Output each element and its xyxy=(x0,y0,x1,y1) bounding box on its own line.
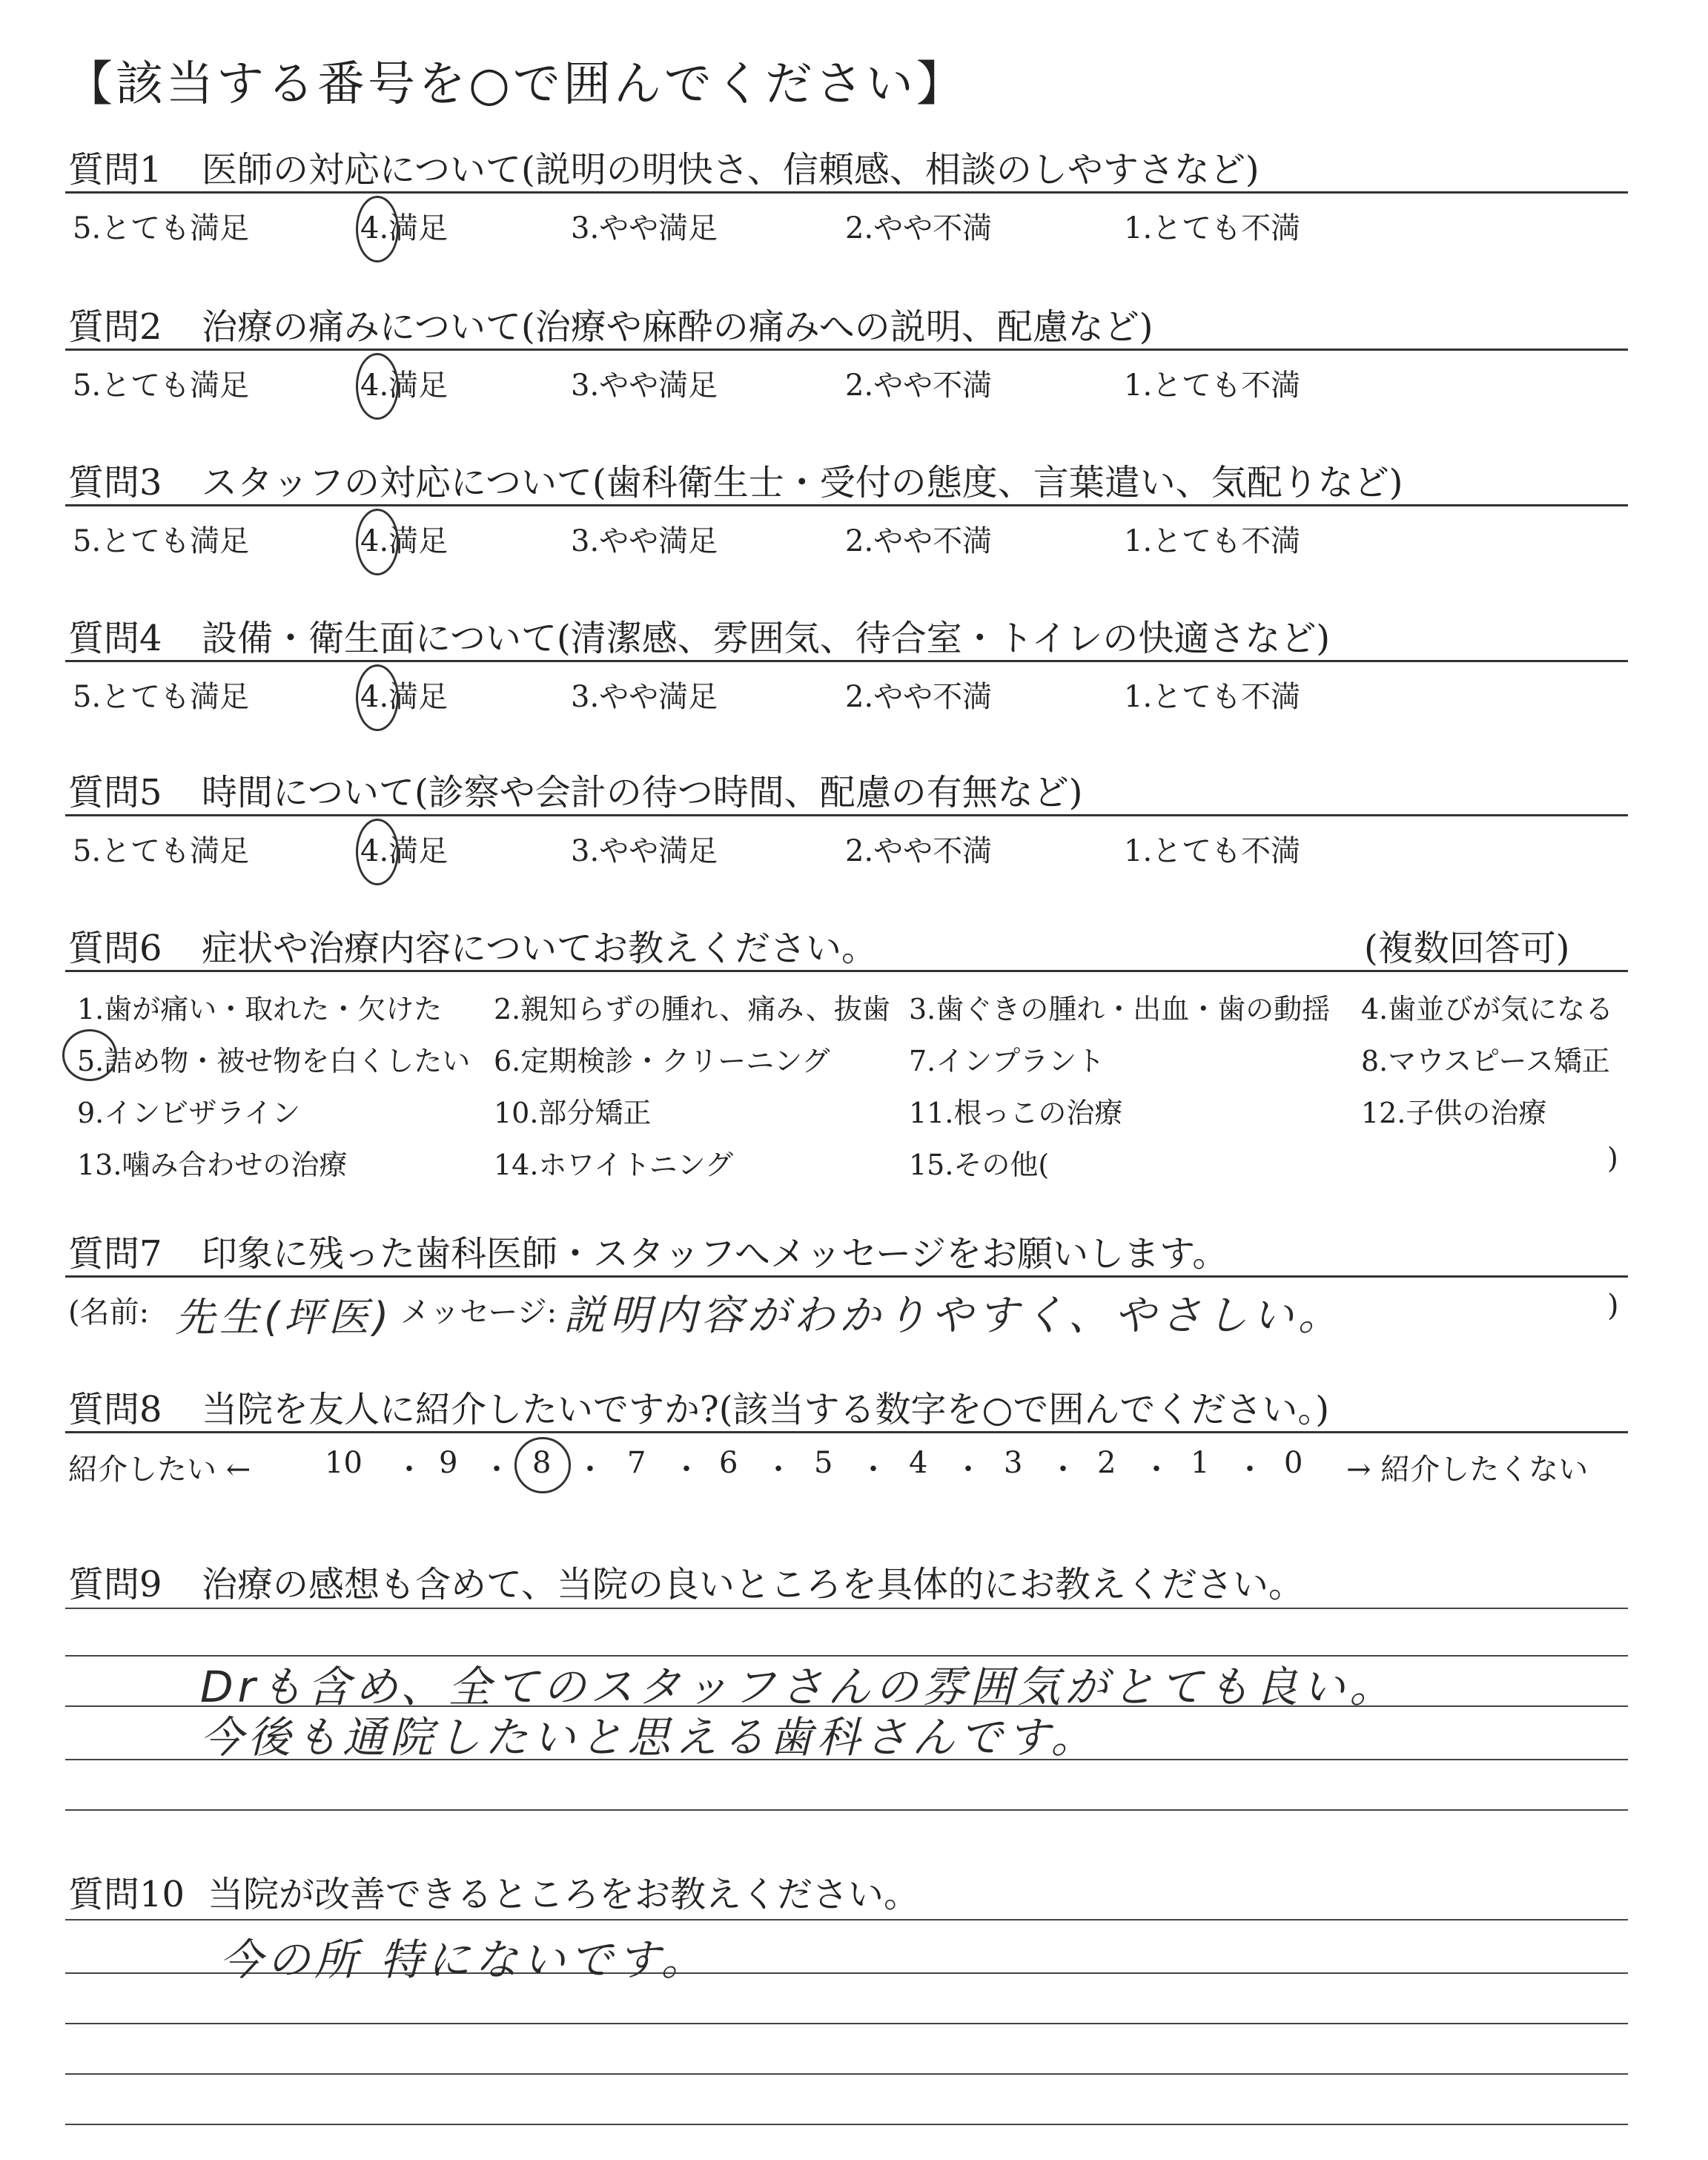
q8-dot: ・ xyxy=(764,1453,793,1487)
q9-answer-line xyxy=(65,1809,1628,1811)
q2-opt-4[interactable]: 4.満足 xyxy=(360,369,448,403)
q7-message-handwritten[interactable]: 説明内容がわかりやすく、やさしい。 xyxy=(563,1292,1344,1340)
q2-selection-circle xyxy=(356,353,399,420)
q4-selection-circle xyxy=(356,664,399,731)
q6-option-15-close: ) xyxy=(1607,1142,1618,1175)
q8-dot: ・ xyxy=(672,1453,701,1487)
q7-text: 印象に残った歯科医師・スタッフへメッセージをお願いします。 xyxy=(202,1233,1228,1275)
q6-option-7[interactable]: 7.インプラント xyxy=(909,1045,1105,1077)
q6-option-5[interactable]: 5.詰め物・被せ物を白くしたい xyxy=(77,1045,471,1077)
q8-num-1[interactable]: 1 xyxy=(1191,1446,1210,1480)
q8-num-2[interactable]: 2 xyxy=(1097,1446,1116,1480)
q9-text: 治療の感想も含めて、当院の良いところを具体的にお教えください。 xyxy=(202,1564,1305,1605)
q6-option-2[interactable]: 2.親知らずの腫れ、痛み、抜歯 xyxy=(494,993,890,1025)
q1-opt-3[interactable]: 3.やや満足 xyxy=(571,211,718,245)
q8-left-label: 紹介したい ← xyxy=(68,1453,251,1487)
q6-option-10[interactable]: 10.部分矯正 xyxy=(494,1097,652,1129)
q7-rule xyxy=(65,1275,1628,1278)
q2-opt-3[interactable]: 3.やや満足 xyxy=(571,369,718,403)
q8-num-9[interactable]: 9 xyxy=(439,1446,458,1480)
q8-dot: ・ xyxy=(482,1453,512,1487)
q8-num-10[interactable]: 10 xyxy=(325,1446,363,1480)
q8-label: 質問8 xyxy=(68,1389,162,1430)
q2-label: 質問2 xyxy=(68,306,162,348)
q3-opt-5[interactable]: 5.とても満足 xyxy=(73,524,250,558)
q1-label: 質問1 xyxy=(68,149,162,191)
q5-opt-1[interactable]: 1.とても不満 xyxy=(1124,834,1301,868)
q8-num-0[interactable]: 0 xyxy=(1284,1446,1303,1480)
q6-selection-circle xyxy=(62,1029,117,1081)
q6-option-13[interactable]: 13.噛み合わせの治療 xyxy=(77,1149,348,1181)
q6-option-6[interactable]: 6.定期検診・クリーニング xyxy=(494,1045,830,1077)
q4-opt-5[interactable]: 5.とても満足 xyxy=(73,680,250,714)
q8-selection-circle xyxy=(514,1437,571,1493)
q1-opt-2[interactable]: 2.やや不満 xyxy=(845,211,993,245)
q10-answer-line xyxy=(65,1919,1628,1920)
q6-rule xyxy=(65,970,1628,972)
q7-name-prefix: (名前: xyxy=(68,1295,150,1330)
q3-opt-1[interactable]: 1.とても不満 xyxy=(1124,524,1301,558)
q8-num-7[interactable]: 7 xyxy=(627,1446,646,1480)
q5-text: 時間について(診察や会計の待つ時間、配慮の有無など) xyxy=(202,772,1083,813)
q8-rule xyxy=(65,1431,1628,1433)
q7-message-label: メッセージ: xyxy=(400,1295,557,1330)
q3-selection-circle xyxy=(356,509,399,575)
q10-answer-handwritten[interactable]: 今の所 特にないです。 xyxy=(219,1935,709,1985)
q1-opt-5[interactable]: 5.とても満足 xyxy=(73,211,250,245)
q5-opt-2[interactable]: 2.やや不満 xyxy=(845,834,993,868)
q10-text: 当院が改善できるところをお教えください。 xyxy=(208,1874,920,1915)
q2-opt-1[interactable]: 1.とても不満 xyxy=(1124,369,1301,403)
q6-option-9[interactable]: 9.インビザライン xyxy=(77,1097,301,1129)
q8-dot: ・ xyxy=(394,1453,424,1487)
q6-note: (複数回答可) xyxy=(1364,928,1570,969)
q3-text: スタッフの対応について(歯科衛生士・受付の態度、言葉遣い、気配りなど) xyxy=(202,462,1403,503)
q8-dot: ・ xyxy=(953,1453,983,1487)
q9-answer-handwritten-1[interactable]: Drも含め、全てのスタッフさんの雰囲気がとても良い。 xyxy=(200,1662,1397,1712)
q2-rule xyxy=(65,349,1628,351)
q5-label: 質問5 xyxy=(68,772,162,813)
q6-option-14[interactable]: 14.ホワイトニング xyxy=(494,1149,734,1181)
q3-opt-3[interactable]: 3.やや満足 xyxy=(571,524,718,558)
q1-rule xyxy=(65,191,1628,194)
q5-opt-5[interactable]: 5.とても満足 xyxy=(73,834,250,868)
q9-answer-handwritten-2[interactable]: 今後も通院したいと思える歯科さんです。 xyxy=(200,1712,1099,1763)
q8-text: 当院を友人に紹介したいですか?(該当する数字を○で囲んでください。) xyxy=(202,1389,1330,1430)
q10-label: 質問10 xyxy=(68,1874,185,1915)
q6-option-12[interactable]: 12.子供の治療 xyxy=(1361,1097,1547,1129)
q2-opt-5[interactable]: 5.とても満足 xyxy=(73,369,250,403)
q8-num-5[interactable]: 5 xyxy=(814,1446,833,1480)
q8-right-label: → 紹介したくない xyxy=(1346,1453,1589,1487)
q8-num-6[interactable]: 6 xyxy=(719,1446,738,1480)
q3-rule xyxy=(65,504,1628,506)
q5-opt-3[interactable]: 3.やや満足 xyxy=(571,834,718,868)
q8-dot: ・ xyxy=(1142,1453,1171,1487)
q6-option-11[interactable]: 11.根っこの治療 xyxy=(909,1097,1123,1129)
q8-num-3[interactable]: 3 xyxy=(1004,1446,1023,1480)
q9-label: 質問9 xyxy=(68,1564,162,1605)
q4-opt-1[interactable]: 1.とても不満 xyxy=(1124,680,1301,714)
q4-opt-3[interactable]: 3.やや満足 xyxy=(571,680,718,714)
q4-opt-2[interactable]: 2.やや不満 xyxy=(845,680,993,714)
q5-selection-circle xyxy=(356,819,399,885)
q8-dot: ・ xyxy=(1048,1453,1078,1487)
q9-answer-line xyxy=(65,1608,1628,1609)
q1-opt-1[interactable]: 1.とても不満 xyxy=(1124,211,1301,245)
q2-opt-2[interactable]: 2.やや不満 xyxy=(845,369,993,403)
q6-label: 質問6 xyxy=(68,928,162,969)
q7-label: 質問7 xyxy=(68,1233,162,1275)
q6-option-3[interactable]: 3.歯ぐきの腫れ・出血・歯の動揺 xyxy=(909,993,1331,1025)
q6-option-15[interactable]: 15.その他( xyxy=(909,1149,1050,1181)
q4-opt-4[interactable]: 4.満足 xyxy=(360,680,448,714)
q7-name-handwritten[interactable]: 先生(坪医) xyxy=(175,1294,394,1341)
q7-close-paren: ) xyxy=(1607,1289,1619,1323)
form-title: 【該当する番号を○で囲んでください】 xyxy=(65,57,967,112)
q3-opt-2[interactable]: 2.やや不満 xyxy=(845,524,993,558)
q8-dot: ・ xyxy=(575,1453,605,1487)
q8-num-8[interactable]: 8 xyxy=(532,1446,552,1480)
q10-answer-line xyxy=(65,2023,1628,2024)
q4-text: 設備・衛生面について(清潔感、雰囲気、待合室・トイレの快適さなど) xyxy=(202,618,1331,659)
q2-text: 治療の痛みについて(治療や麻酔の痛みへの説明、配慮など) xyxy=(202,306,1153,348)
q8-dot: ・ xyxy=(1235,1453,1265,1487)
q5-rule xyxy=(65,814,1628,816)
q1-opt-4[interactable]: 4.満足 xyxy=(360,211,448,245)
q6-option-8[interactable]: 8.マウスピース矯正 xyxy=(1361,1045,1610,1077)
q4-label: 質問4 xyxy=(68,618,162,659)
q6-option-4[interactable]: 4.歯並びが気になる xyxy=(1361,993,1614,1025)
q6-option-1[interactable]: 1.歯が痛い・取れた・欠けた xyxy=(77,993,443,1025)
q1-selection-circle xyxy=(356,196,399,262)
q5-opt-4[interactable]: 4.満足 xyxy=(360,834,448,868)
q10-answer-line xyxy=(65,2124,1628,2125)
q10-answer-line xyxy=(65,2073,1628,2075)
q3-label: 質問3 xyxy=(68,462,162,503)
q8-dot: ・ xyxy=(858,1453,888,1487)
q8-num-4[interactable]: 4 xyxy=(909,1446,928,1480)
q1-text: 医師の対応について(説明の明快さ、信頼感、相談のしやすさなど) xyxy=(202,149,1260,191)
q3-opt-4[interactable]: 4.満足 xyxy=(360,524,448,558)
q6-text: 症状や治療内容についてお教えください。 xyxy=(202,928,878,969)
q4-rule xyxy=(65,660,1628,662)
